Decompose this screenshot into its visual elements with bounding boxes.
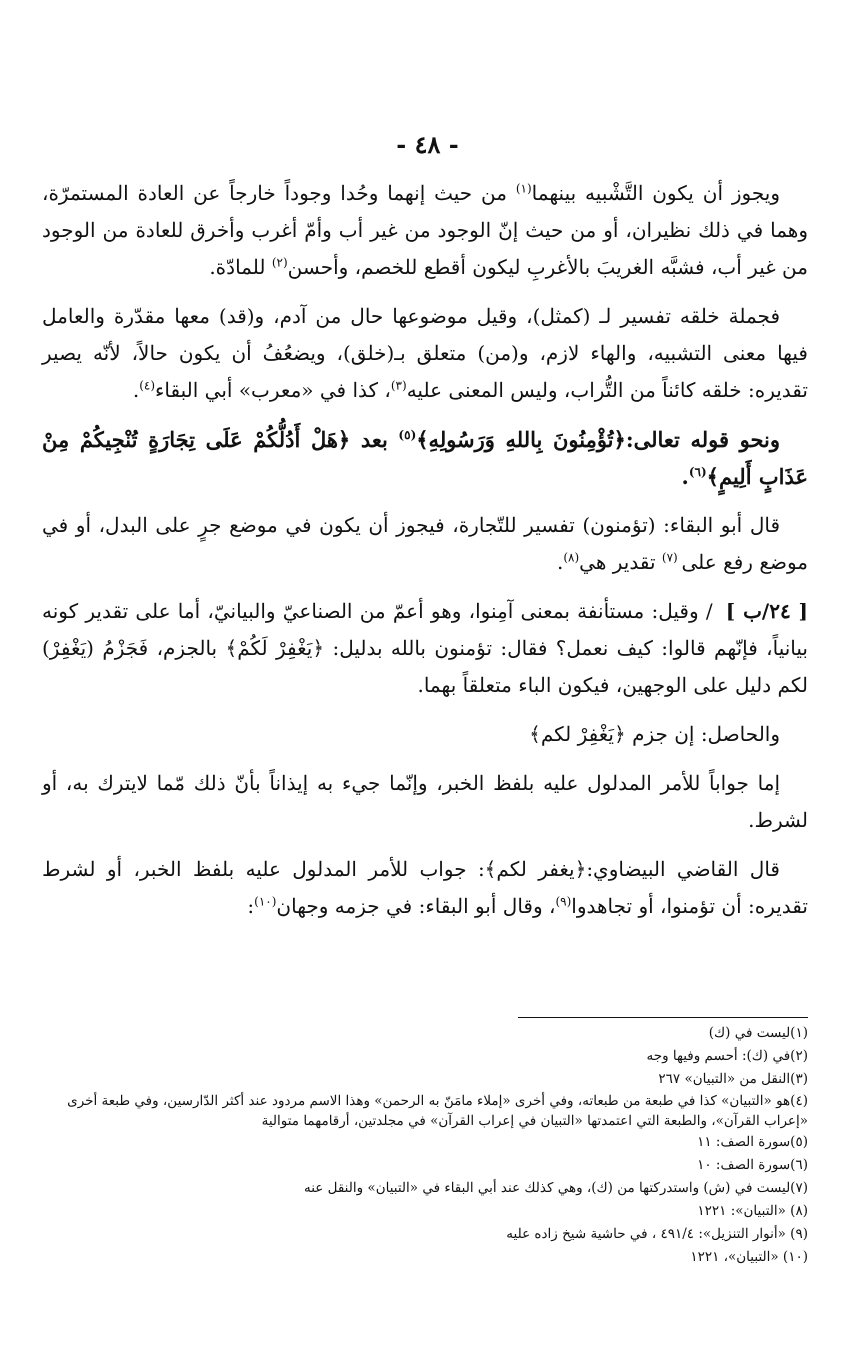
- footnote: (٩) «أنوار التنزيل»: ٤٩١/٤ ، في حاشية شيخ زاده عليه: [506, 1226, 808, 1242]
- paragraph-text: ، كذا في «معرب» أبي البقاء: [155, 378, 391, 402]
- footnote-ref: (٨): [563, 550, 580, 565]
- paragraph-text: :: [247, 894, 255, 918]
- paragraph-text: .: [132, 378, 140, 402]
- footnote: (٥)سورة الصف: ١١: [697, 1134, 808, 1150]
- paragraph-text: / وقيل: مستأنفة بمعنى آمِنوا، وهو أعمّ من الصناعيّ والبيانيّ، أما على تقدير كونه بيانياً، فإنّهم قالوا: كيف نعمل؟ فقال: تؤمنون بالله بدليل: ﴿يَغْفِرْ لَكُمْ﴾ بالجزم، فَجَزْمُ (يَغْفِرْ) لكم دليل على الوجهين، فيكون الباء متعلقاً بهما.: [42, 599, 808, 697]
- paragraph-text: تقدير هي: [579, 550, 662, 574]
- paragraph-7: [42, 765, 808, 839]
- footnote: (١٠) «التبيان»، ١٢٢١: [690, 1249, 808, 1265]
- footnotes: [60, 1022, 808, 1269]
- paragraph-2: [42, 298, 808, 409]
- main-text: [42, 175, 808, 937]
- folio-marker: [ ٢٤/ب ]: [725, 599, 808, 623]
- footnote: (١)ليست في (ك): [708, 1025, 808, 1041]
- footnote: (٨) «التبيان»: ١٢٢١: [697, 1203, 808, 1219]
- footnote-ref: (٦): [688, 465, 707, 479]
- paragraph-4: [42, 507, 808, 581]
- footnote-ref: (٤): [139, 378, 156, 393]
- footnote-ref: (١٠): [254, 894, 277, 909]
- paragraph-text: بعد ﴿هَلْ أَدُلُّكُمْ عَلَى تِجَارَةٍ تُنْجِيكُمْ مِنْ عَذَابٍ أَلِيمٍ﴾: [42, 427, 808, 489]
- footnote-ref: (٣): [390, 378, 407, 393]
- paragraph-5: [42, 593, 808, 704]
- footnote-ref: (١): [515, 181, 532, 196]
- page-number: - ٤٨ -: [396, 130, 459, 159]
- footnote-divider: [518, 1017, 808, 1018]
- paragraph-text: إما جواباً للأمر المدلول عليه بلفظ الخبر، وإنّما جيء به إيذاناً بأنّ ذلك مّما لايترك به، أو لشرط.: [42, 771, 808, 832]
- footnote-ref: (٥): [398, 428, 417, 442]
- paragraph-8: [42, 851, 808, 925]
- paragraph-text: .: [556, 550, 564, 574]
- footnote: (٣)النقل من «التبيان» ٢٦٧: [658, 1071, 808, 1087]
- paragraph-text: ، وقال أبو البقاء: في جزمه وجهان: [276, 894, 556, 918]
- paragraph-text: للمادّة.: [209, 255, 272, 279]
- paragraph-text: قال أبو البقاء: (تؤمنون) تفسير للتّجارة، فيجوز أن يكون في موضع جرٍ على البدل، أو في موضع رفع على: [42, 513, 808, 574]
- footnote-ref: (٧): [661, 550, 682, 565]
- paragraph-text: من حيث إنهما وحُدا وجوداً خارجاً عن العادة المستمرّة، وهما في ذلك نظيران، أو من حيث إنّ الوجود من غير أب وأمّ أغرب وأخرق للعادة من الوجود من غير أب، فشبَّه الغريبَ بالأغربِ ليكون أقطع للخصم، وأحسن: [42, 181, 808, 279]
- paragraph-text: ونحو قوله تعالى:﴿تُؤْمِنُونَ بِاللهِ وَرَسُولِهِ﴾: [416, 427, 780, 452]
- paragraph-3: [42, 421, 808, 495]
- footnote-ref: (٢): [271, 255, 288, 270]
- footnote: (٧)ليست في (ش) واستدركتها من (ك)، وهي كذلك عند أبي البقاء في «التبيان» والنقل عنه: [303, 1180, 808, 1196]
- footnote: (٢)في (ك): أحسم وفيها وجه: [646, 1048, 808, 1064]
- paragraph-text: قال القاضي البيضاوي:﴿يغفر لكم﴾: جواب للأمر المدلول عليه بلفظ الخبر، أو لشرط تقديره: أن تؤمنوا، أو تجاهدوا: [42, 857, 808, 918]
- paragraph-text: ويجوز أن يكون التَّشْبيه بينهما: [531, 181, 780, 205]
- paragraph-text: فجملة خلقه تفسير لـ (كمثل)، وقيل موضوعها حال من آدم، و(قد) معها مقدّرة والعامل فيها معنى التشبيه، والهاء لازم، و(من) متعلق بـ(خلق)، ويضعُفُ أن يكون حالاً، لأنّه يصير تقديره: خلقه كائناً من التُّراب، وليس المعنى عليه: [42, 304, 808, 402]
- paragraph-text: والحاصل: إن جزم ﴿يَغْفِرْ لكم﴾: [529, 722, 780, 746]
- footnote: (٦)سورة الصف: ١٠: [697, 1157, 808, 1173]
- paragraph-1: [42, 175, 808, 286]
- footnote: (٤)هو «التبيان» كذا في طبعة من طبعاته، وفي أخرى «إملاء مامَنّ به الرحمن» وهذا الاسم مردود عند أكثر الدّارسين، وفي طبعة أخرى «إعراب القرآن»، والطبعة التي اعتمدتها «التبيان في إعراب القرآن» في مجلدتين، أرقامهما متوالية: [67, 1093, 808, 1129]
- paragraph-6: [42, 716, 808, 753]
- footnote-ref: (٩): [555, 894, 572, 909]
- paragraph-text: .: [681, 464, 689, 489]
